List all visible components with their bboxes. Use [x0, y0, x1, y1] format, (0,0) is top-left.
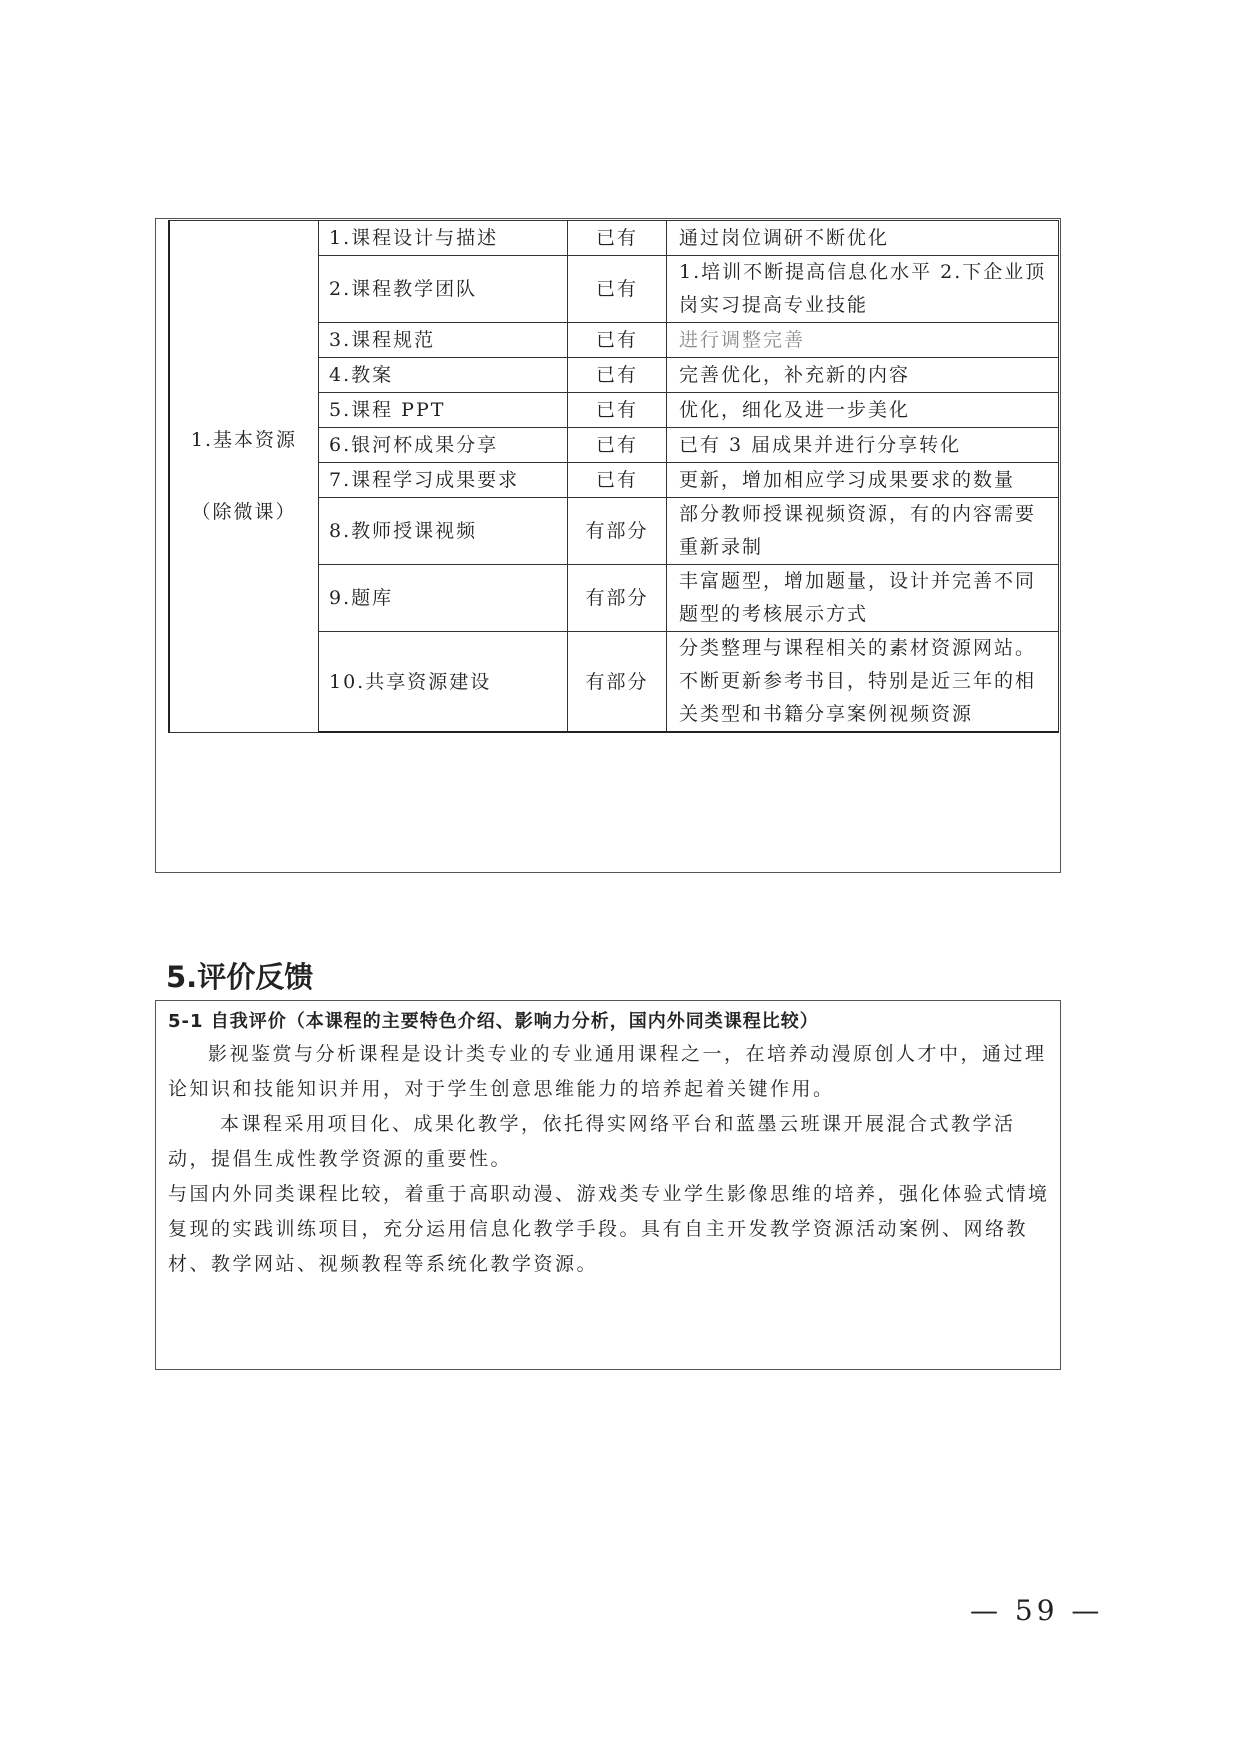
- note-cell: 更新，增加相应学习成果要求的数量: [667, 463, 1059, 498]
- status-cell: 已有: [568, 393, 667, 428]
- status-cell: 已有: [568, 256, 667, 323]
- item-cell: 1.课程设计与描述: [319, 221, 568, 256]
- note-cell: 已有 3 届成果并进行分享转化: [667, 428, 1059, 463]
- item-cell: 5.课程 PPT: [319, 393, 568, 428]
- item-cell: 8.教师授课视频: [319, 498, 568, 565]
- category-label: 1.基本资源: [190, 429, 298, 452]
- item-cell: 9.题库: [319, 565, 568, 632]
- item-cell: 10.共享资源建设: [319, 632, 568, 733]
- self-evaluation-box: [155, 1000, 1061, 1370]
- paragraph-3: 与国内外同类课程比较，着重于高职动漫、游戏类专业学生影像思维的培养，强化体验式情境复现的实践训练项目，充分运用信息化教学手段。具有自主开发教学资源活动案例、网络教材、教学网站、视频教程等系统化教学资源。: [168, 1183, 1050, 1275]
- status-cell: 有部分: [568, 632, 667, 733]
- status-cell: 已有: [568, 463, 667, 498]
- item-cell: 6.银河杯成果分享: [319, 428, 568, 463]
- status-cell: 已有: [568, 323, 667, 358]
- note-cell: 丰富题型，增加题量，设计并完善不同题型的考核展示方式: [667, 565, 1059, 632]
- note-cell: 通过岗位调研不断优化: [667, 221, 1059, 256]
- category-cell: [169, 221, 319, 733]
- status-cell: 有部分: [568, 565, 667, 632]
- status-cell: 已有: [568, 428, 667, 463]
- page-number: — 59 —: [970, 1594, 1104, 1627]
- item-cell: 2.课程教学团队: [319, 256, 568, 323]
- paragraph-2: 本课程采用项目化、成果化教学，依托得实网络平台和蓝墨云班课开展混合式教学活动，提倡生成性教学资源的重要性。: [168, 1113, 1016, 1170]
- note-cell: 完善优化，补充新的内容: [667, 358, 1059, 393]
- note-cell: 分类整理与课程相关的素材资源网站。不断更新参考书目，特别是近三年的相关类型和书籍分享案例视频资源: [667, 632, 1059, 733]
- category-sublabel: （除微课）: [191, 501, 297, 524]
- status-cell: 有部分: [568, 498, 667, 565]
- note-cell: 1.培训不断提高信息化水平 2.下企业顶岗实习提高专业技能: [667, 256, 1059, 323]
- note-cell: 进行调整完善: [667, 323, 1059, 358]
- item-cell: 7.课程学习成果要求: [319, 463, 568, 498]
- resource-table: [168, 220, 1059, 733]
- note-cell: 部分教师授课视频资源，有的内容需要重新录制: [667, 498, 1059, 565]
- section-title: 5.评价反馈: [166, 960, 314, 994]
- status-cell: 已有: [568, 221, 667, 256]
- self-evaluation-heading: 5-1 自我评价（本课程的主要特色介绍、影响力分析，国内外同类课程比较）: [168, 1011, 819, 1032]
- status-cell: 已有: [568, 358, 667, 393]
- paragraph-1: 影视鉴赏与分析课程是设计类专业的专业通用课程之一，在培养动漫原创人才中，通过理论知识和技能知识并用，对于学生创意思维能力的培养起着关键作用。: [168, 1043, 1047, 1100]
- item-cell: 3.课程规范: [319, 323, 568, 358]
- item-cell: 4.教案: [319, 358, 568, 393]
- note-cell: 优化，细化及进一步美化: [667, 393, 1059, 428]
- table-row: [169, 221, 1059, 256]
